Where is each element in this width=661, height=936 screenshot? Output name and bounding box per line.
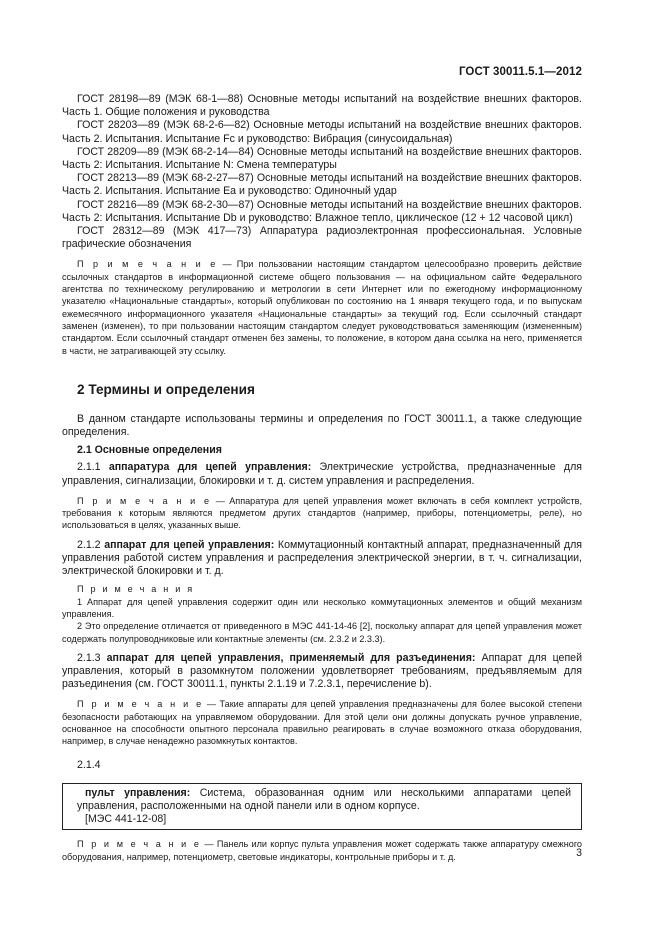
definition-2-1-2: 2.1.2 аппарат для цепей управления: Коммутационный контактный аппарат, предназначенный для управления работой систем управления и распределения электрической энергии, в т. ч. сигнализации, электрической блокировки и т. д. bbox=[62, 538, 583, 578]
ref-item: ГОСТ 28213—89 (МЭК 68-2-27—87) Основные методы испытаний на воздействие внешних факторов. Часть 2. Испытания. Испытание Еа и руководство: Одиночный удар bbox=[62, 172, 583, 198]
document-header-id: ГОСТ 30011.5.1—2012 bbox=[458, 66, 582, 78]
ref-item: ГОСТ 28312—89 (МЭК 417—73) Аппаратура радиоэлектронная профессиональная. Условные графические обозначения bbox=[62, 225, 582, 251]
note-2-1-1: П р и м е ч а н и е — Аппаратура для цепей управления может включать в себя комплект устройств, требования к которым являются предметом других стандартов (например, приборы, потенциометры, реле), но использоваться в целях, указанных выше. bbox=[62, 495, 582, 531]
definition-2-1-3: 2.1.3 аппарат для цепей управления, применяемый для разъединения: Аппарат для цепей управления, который в разомкнутом положении удовлетворяет требованиям, предъявляемым для разъединения (см. ГОСТ 30011.1, пункты 2.1.19 и 7.2.3.1, перечисление b). bbox=[62, 651, 582, 691]
subsection-title: 2.1 Основные определения bbox=[77, 444, 222, 457]
ref-item: ГОСТ 28203—89 (МЭК 68-2-6—82) Основные методы испытаний на воздействие внешних факторов. Часть 2. Испытания. Испытание Fc и руководство: Вибрация (синусоидальная) bbox=[62, 119, 582, 145]
note-references: П р и м е ч а н и е — При пользовании настоящим стандартом целесообразно проверить действие ссылочных стандартов в информационной системе общего пользования — на официальном сайте Федерального агентства по техническому регулированию и метрологии в сети Интернет или по ежегодному информационному указателю «Национальные стандарты», который опубликован по состоянию на 1 января текущего года, и по выпускам ежемесячного информационного указателя «Национальные стандарты» за текущий год. Если ссылочный стандарт заменен (изменен), то при пользовании настоящим стандартом следует руководствоваться заменяющим (измененным) стандартом. Если ссылочный стандарт отменен без замены, то положение, в котором дана ссылка на него, применяется в части, не затрагивающей эту ссылку. bbox=[62, 259, 582, 356]
definition-2-1-4-number: 2.1.4 bbox=[77, 758, 101, 771]
section-intro: В данном стандарте использованы термины и определения по ГОСТ 30011.1, а также следующие определения. bbox=[62, 412, 582, 439]
note-2-1-4: П р и м е ч а н и е — Панель или корпус пульта управления может содержать также аппаратуру смежного оборудования, например, потенциометр, световые индикаторы, контрольные приборы и т. д. bbox=[62, 839, 582, 862]
definition-2-1-4: пульт управления: Система, образованная одним или несколькими аппаратами цепей управления, расположенными на одной панели или в одном корпусе. bbox=[77, 786, 571, 813]
note-item: 2 Это определение отличается от приведенного в МЭС 441-14-46 [2], поскольку аппарат для цепей управления может содержать полупроводниковые или контактные элементы (см. 2.3.2 и 2.3.3). bbox=[62, 621, 582, 644]
definition-2-1-4-box bbox=[62, 783, 582, 831]
note-item: 1 Аппарат для цепей управления содержит один или несколько коммутационных элементов и общий механизм управления. bbox=[62, 596, 582, 619]
ref-item: ГОСТ 28198—89 (МЭК 68-1—88) Основные методы испытаний на воздействие внешних факторов. Часть 1. Общие положения и руководства bbox=[62, 93, 582, 119]
ref-item: ГОСТ 28209—89 (МЭК 68-2-14—84) Основные методы испытаний на воздействие внешних факторов. Часть 2: Испытания. Испытание N: Смена температуры bbox=[62, 145, 583, 172]
page-number: 3 bbox=[576, 847, 582, 859]
note-2-1-3: П р и м е ч а н и е — Такие аппараты для цепей управления предназначены для более высокой степени безопасности работающих на управляемом оборудовании. Для этой цели они должны допускать ручное управление, основанное на способности опытного персонала правильно реагировать в случае возможного отказа оборудования, например, в случае ненадежно разомкнутых контактов. bbox=[62, 699, 582, 747]
ref-item: ГОСТ 28216—89 (МЭК 68-2-30—87) Основные методы испытаний на воздействие внешних факторов. Часть 2: Испытания. Испытание Db и руководство: Влажное тепло, циклическое (12 + 12 часовой цикл) bbox=[62, 198, 583, 224]
page-content bbox=[62, 93, 582, 863]
definition-2-1-4-source: [МЭС 441-12-08] bbox=[85, 813, 167, 826]
section-title: 2 Термины и определения bbox=[77, 381, 255, 397]
notes-2-1-2-label: П р и м е ч а н и я bbox=[77, 584, 195, 595]
definition-2-1-1: 2.1.1 аппаратура для цепей управления: Электрические устройства, предназначенные для управления, сигнализации, блокировки и т. д. систем управления и распределения. bbox=[62, 461, 583, 487]
